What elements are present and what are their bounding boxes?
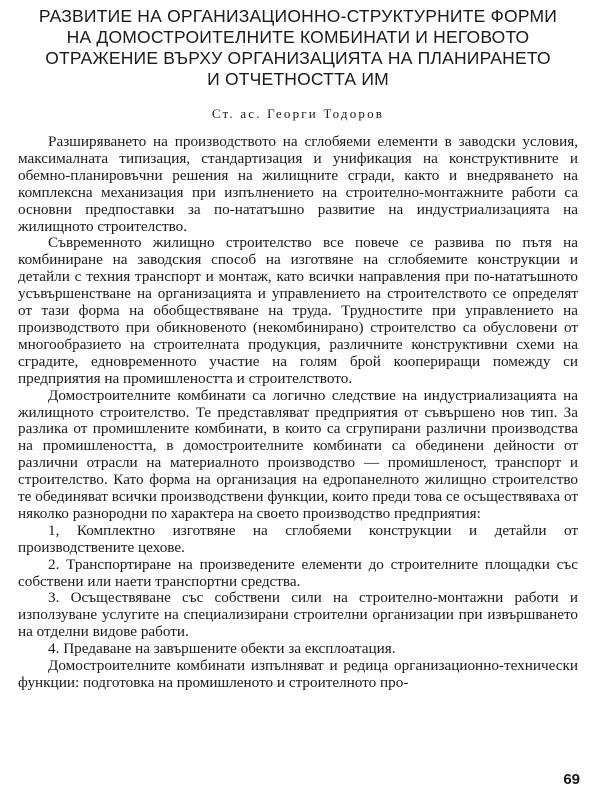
list-item: 2. Транспортиране на произведените елементи до строителните площадки със собствени или наети транспортни средства. bbox=[18, 555, 578, 590]
body-paragraph: Разширяването на производството на сглобяеми елементи в заводски условия, максималната типизация, стандартизация и унификация на конструктивните и обемно-планировъчни решения на жилищните сгради, както и внедряването на комплексна механизация при изпълнението на строително-монтажните работи са основни предпоставки за по-нататъшно развитие на индустриализацията на жилищното строителство. bbox=[18, 133, 578, 235]
body-paragraph: Домостроителните комбинати изпълняват и редица организационно-технически функции: подготовка на промишленото и строителното про- bbox=[18, 657, 578, 691]
author-line: Ст. ас. Георги Тодоров bbox=[211, 106, 385, 121]
article-title-line: ОТРАЖЕНИЕ ВЪРХУ ОРГАНИЗАЦИЯТА НА ПЛАНИРАНЕТО bbox=[45, 48, 551, 68]
list-item: 4. Предаване на завършените обекти за експлоатация. bbox=[48, 640, 396, 658]
body-paragraph: Съвременното жилищно строителство все повече се развива по пътя на комбиниране на заводския способ на изготвяне на сглобяемите конструкции и детайли с техния транспорт и монтаж, като всички направления при по-нататъшното усъвършенстване на организацията и управлението на строителството се определят от тази форма на обобществяване на труда. Трудностите при управлението на производството при обикновеното (некомбинирано) строителство са обусловени от многообразието на строителната продукция, различните конструктивни схеми на сградите, едновременното участие на голям брой коопериращи помежду си предприятия на промишлеността и строителството. bbox=[18, 234, 578, 387]
page-number: 69 bbox=[563, 771, 580, 788]
list-item: 3. Осъществяване със собствени сили на строително-монтажни работи и използуване услугите на специализирани строителни организации при извършването на отделни видове работи. bbox=[18, 589, 578, 641]
article-title bbox=[18, 6, 578, 90]
article-title-line: НА ДОМОСТРОИТЕЛНИТЕ КОМБИНАТИ И НЕГОВОТО bbox=[66, 27, 530, 47]
article-title-line: И ОТЧЕТНОСТТА ИМ bbox=[207, 69, 389, 89]
article-title-line: РАЗВИТИЕ НА ОРГАНИЗАЦИОННО-СТРУКТУРНИТЕ ФОРМИ bbox=[38, 6, 558, 26]
list-item: 1, Комплектно изготвяне на сглобяеми конструкции и детайли от производствените цехове. bbox=[18, 521, 578, 556]
article-body bbox=[18, 134, 578, 692]
body-paragraph: Домостроителните комбинати са логично следствие на индустриализацията на жилищното строителство. Те представляват предприятия от съвършено нов тип. За разлика от промишлените комбинати, в които са сгрупирани различни производства на промишлеността, в домостроителните комбинати са обединени дейности от различни отрасли на материалното производство — промишленост, транспорт и строителство. Като форма на организация на едропанелното жилищно строителство те обединяват всички производствени функции, които преди това се осъществяваха от няколко разнородни по характера на своето производство предприятия: bbox=[18, 386, 578, 522]
